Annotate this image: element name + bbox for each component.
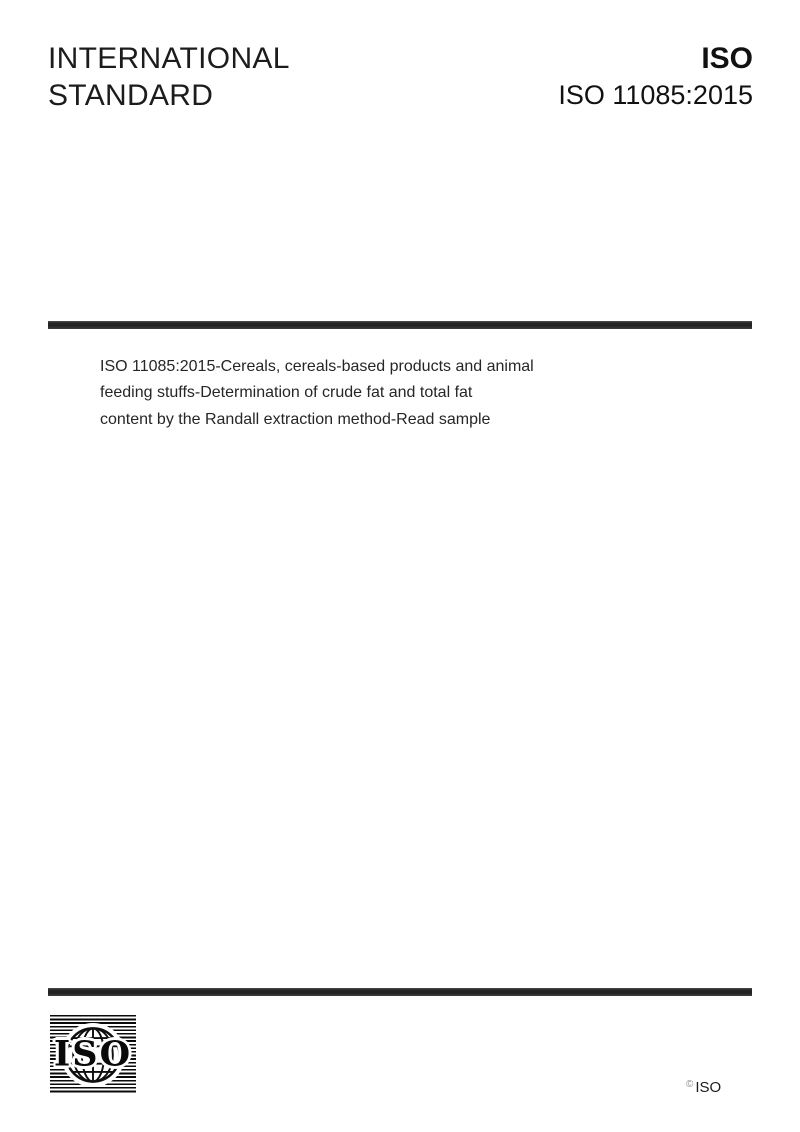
copyright-symbol: © [686, 1079, 694, 1090]
document-type-heading [48, 40, 290, 114]
copyright-notice [686, 1079, 721, 1096]
iso-logo [50, 1015, 136, 1094]
doc-type-line-2: STANDARD [48, 79, 214, 112]
header-right [558, 40, 753, 114]
bottom-divider [48, 988, 752, 996]
standard-title [100, 354, 534, 433]
copyright-owner: ISO [695, 1079, 722, 1096]
title-line-1: ISO 11085:2015-Cereals, cereals-based products and animal [100, 358, 534, 375]
standard-reference: ISO 11085:2015 [558, 80, 753, 110]
title-line-2: feeding stuffs-Determination of crude fat and total fat [100, 384, 473, 402]
title-line-3: content by the Randall extraction method-Read sample [100, 410, 491, 428]
doc-type-line-1: INTERNATIONAL [48, 42, 290, 75]
org-name: ISO [701, 42, 753, 75]
top-divider [48, 321, 752, 329]
iso-logo-text: ISO [53, 1032, 133, 1074]
